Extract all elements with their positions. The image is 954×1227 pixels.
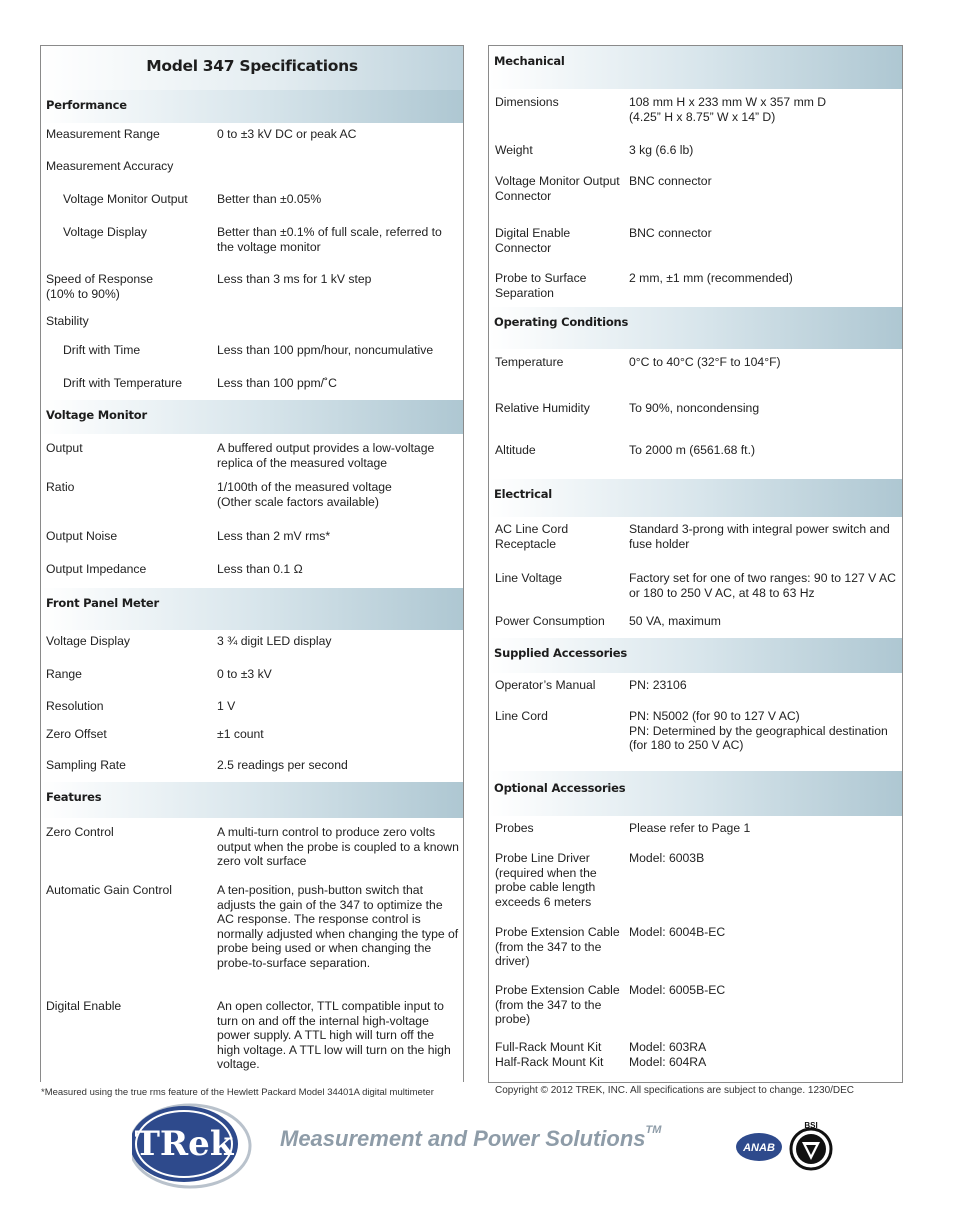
- spec-value: Standard 3-prong with integral power switch and fuse holder: [629, 522, 890, 551]
- spec-label: Temperature: [495, 355, 564, 369]
- spec-value: A multi-turn control to produce zero volts output when the probe is coupled to a known zero volt surface: [217, 825, 459, 868]
- spec-label: Resolution: [46, 699, 104, 713]
- spec-value: BNC connector: [629, 226, 712, 240]
- spec-label: Voltage Display: [63, 225, 148, 239]
- spec-label: Probe Extension Cable (from the 347 to the probe): [495, 983, 620, 1026]
- spec-label: Dimensions: [495, 95, 559, 109]
- spec-value: 3 ¾ digit LED display: [217, 634, 332, 648]
- spec-value: Factory set for one of two ranges: 90 to 127 V AC or 180 to 250 V AC, at 48 to 63 Hz: [629, 571, 896, 600]
- tagline-text: Measurement and Power Solutions: [280, 1126, 646, 1151]
- spec-value: 50 VA, maximum: [629, 614, 721, 628]
- copyright-notice: Copyright © 2012 TREK, INC. All specifications are subject to change. 1230/DEC: [495, 1085, 855, 1096]
- spec-value: 0 to ±3 kV DC or peak AC: [217, 127, 357, 141]
- company-tagline: [280, 1126, 661, 1152]
- certification-logos: [735, 1120, 837, 1172]
- spec-value: ±1 count: [217, 727, 264, 741]
- spec-value: Less than 3 ms for 1 kV step: [217, 272, 372, 286]
- spec-label: Voltage Monitor Output: [63, 192, 188, 206]
- section-header-electrical: Electrical: [489, 479, 902, 517]
- section-header-mechanical: Mechanical: [489, 46, 902, 89]
- spec-value: Better than ±0.1% of full scale, referred to the voltage monitor: [217, 225, 442, 254]
- spec-value: 108 mm H x 233 mm W x 357 mm D (4.25” H x 8.75” W x 14” D): [629, 95, 827, 124]
- spec-value: Less than 0.1 Ω: [217, 562, 303, 576]
- spec-label: Measurement Range: [46, 127, 160, 141]
- anab-text: ANAB: [743, 1142, 775, 1154]
- spec-value: Model: 6003B: [629, 851, 705, 865]
- right-spec-panel: [488, 45, 903, 1083]
- spec-value: A ten-position, push-button switch that adjusts the gain of the 347 to optimize the AC response. The response control is normally adjusted when changing the type of probe being used or when changing the probe-to-surface separation.: [217, 883, 459, 970]
- section-header-operating-conditions: Operating Conditions: [489, 307, 902, 349]
- section-header-optional-accessories: Optional Accessories: [489, 771, 902, 816]
- trademark-mark: TM: [645, 1124, 662, 1136]
- spec-label: Probe to Surface Separation: [495, 271, 587, 300]
- spec-value: 0 to ±3 kV: [217, 667, 272, 681]
- spec-value: Less than 2 mV rms*: [217, 529, 331, 543]
- logo-wordmark: TRek: [134, 1124, 234, 1164]
- spec-value: Better than ±0.05%: [217, 192, 322, 206]
- spec-value: To 2000 m (6561.68 ft.): [629, 443, 756, 457]
- spec-label: Zero Control: [46, 825, 114, 839]
- spec-label: Probe Extension Cable (from the 347 to the driver): [495, 925, 620, 968]
- spec-value: Model: 6005B-EC: [629, 983, 726, 997]
- spec-value: To 90%, noncondensing: [629, 401, 760, 415]
- spec-value: 2.5 readings per second: [217, 758, 348, 772]
- spec-label: Output Impedance: [46, 562, 147, 576]
- spec-label: Range: [46, 667, 82, 681]
- spec-value: 3 kg (6.6 lb): [629, 143, 694, 157]
- section-header-voltage-monitor: Voltage Monitor: [41, 400, 463, 434]
- bsi-text: BSI: [804, 1121, 818, 1130]
- page-title: Model 347 Specifications: [41, 46, 463, 90]
- spec-label: Ratio: [46, 480, 75, 494]
- spec-label: Speed of Response (10% to 90%): [46, 272, 154, 301]
- spec-value: 1/100th of the measured voltage (Other scale factors available): [217, 480, 392, 509]
- spec-value: Model: 6004B-EC: [629, 925, 726, 939]
- spec-value: 1 V: [217, 699, 236, 713]
- spec-label: Drift with Time: [63, 343, 141, 357]
- spec-label: Sampling Rate: [46, 758, 126, 772]
- spec-label: Digital Enable Connector: [495, 226, 571, 255]
- left-spec-panel: [40, 45, 464, 1082]
- section-header-performance: Performance: [41, 90, 463, 123]
- spec-label: Automatic Gain Control: [46, 883, 172, 897]
- spec-label: Full-Rack Mount Kit Half-Rack Mount Kit: [495, 1040, 604, 1069]
- spec-label: Digital Enable: [46, 999, 122, 1013]
- spec-label: Drift with Temperature: [63, 376, 182, 390]
- spec-label: Voltage Monitor Output Connector: [495, 174, 620, 203]
- section-header-features: Features: [41, 782, 463, 818]
- spec-label: Line Voltage: [495, 571, 563, 585]
- spec-value: 0°C to 40°C (32°F to 104°F): [629, 355, 781, 369]
- footnote: *Measured using the true rms feature of the Hewlett Packard Model 34401A digital multimeter: [41, 1087, 434, 1098]
- spec-value: Please refer to Page 1: [629, 821, 751, 835]
- spec-label: AC Line Cord Receptacle: [495, 522, 569, 551]
- spec-label: Voltage Display: [46, 634, 131, 648]
- spec-label: Probes: [495, 821, 534, 835]
- spec-label: Power Consumption: [495, 614, 605, 628]
- spec-value: PN: N5002 (for 90 to 127 V AC) PN: Determined by the geographical destination (for 180 to 250 V AC): [629, 709, 888, 752]
- spec-value: Less than 100 ppm/˚C: [217, 376, 337, 390]
- spec-value: Model: 603RA Model: 604RA: [629, 1040, 707, 1069]
- spec-label: Zero Offset: [46, 727, 107, 741]
- spec-label: Output: [46, 441, 83, 455]
- spec-label: Relative Humidity: [495, 401, 590, 415]
- spec-label: Weight: [495, 143, 533, 157]
- spec-label: Altitude: [495, 443, 536, 457]
- spec-value: PN: 23106: [629, 678, 687, 692]
- spec-label: Stability: [46, 314, 89, 328]
- spec-label: Line Cord: [495, 709, 548, 723]
- spec-label: Probe Line Driver (required when the probe cable length exceeds 6 meters: [495, 851, 597, 909]
- spec-value: A buffered output provides a low-voltage replica of the measured voltage: [217, 441, 435, 470]
- spec-value: An open collector, TTL compatible input to turn on and off the internal high-voltage power supply. A TTL high will turn off the high voltage. A TTL low will turn on the high voltage.: [217, 999, 451, 1071]
- spec-value: BNC connector: [629, 174, 712, 188]
- trek-logo: [132, 1100, 260, 1192]
- section-header-front-panel-meter: Front Panel Meter: [41, 588, 463, 630]
- spec-label: Output Noise: [46, 529, 118, 543]
- spec-value: 2 mm, ±1 mm (recommended): [629, 271, 793, 285]
- spec-label: Measurement Accuracy: [46, 159, 174, 173]
- section-header-supplied-accessories: Supplied Accessories: [489, 638, 902, 673]
- spec-value: Less than 100 ppm/hour, noncumulative: [217, 343, 434, 357]
- spec-label: Operator’s Manual: [495, 678, 596, 692]
